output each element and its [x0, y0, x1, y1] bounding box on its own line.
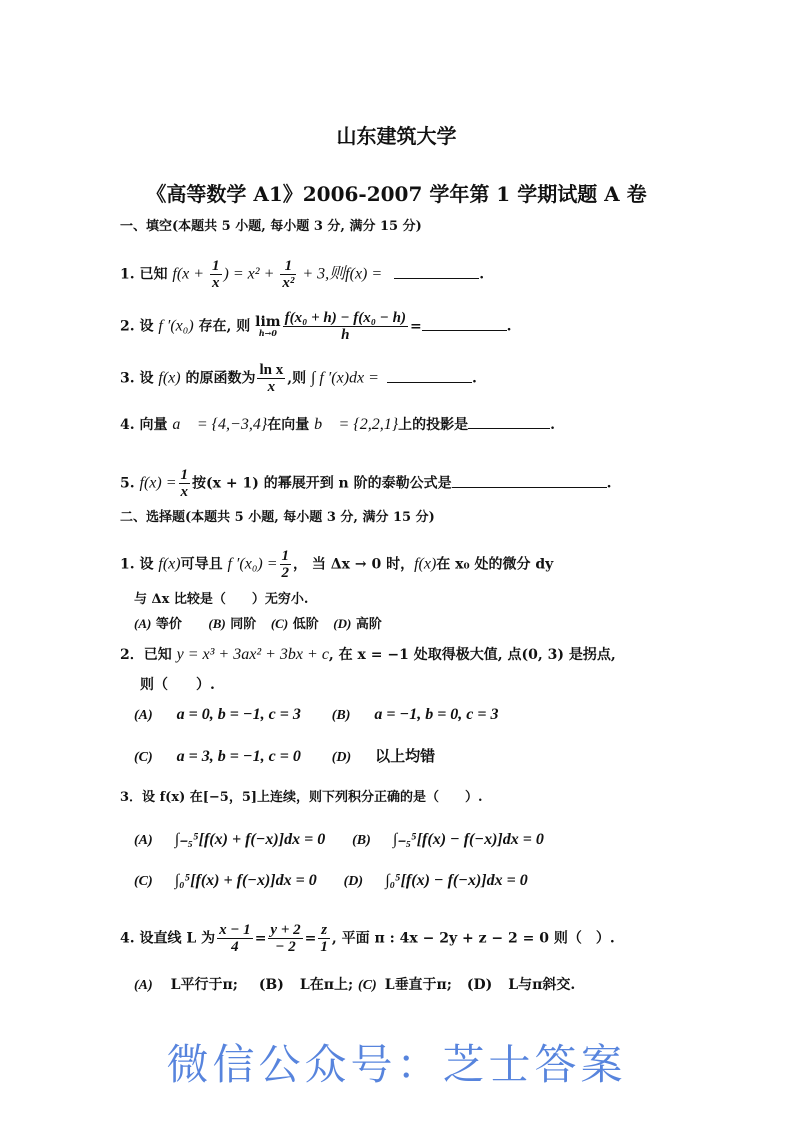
fraction: $\frac{z}{1}$ [320, 922, 328, 955]
fill-question-1: 1. 已知 f(x + $\frac{1}{x}$ ) = x² + $\frac{1}{\text{x²}}$ + 3,则f(x) = . [120, 258, 485, 291]
fraction: $\frac{\text{f(x₀ + h) − f(x₀ − h)}}{h}$ [284, 310, 406, 343]
choice-question-1-options: (A) 等价 (B) 同阶 (C) 低阶 (D) 高阶 [134, 616, 382, 632]
fraction: $\frac{1}{\text{x²}}$ [282, 258, 295, 291]
option-a[interactable]: (A) [134, 978, 153, 993]
math: ) = x² + [223, 265, 279, 283]
fraction: $\frac{1}{x}$ [180, 467, 188, 500]
fraction: $\frac{\text{ln x}}{x}$ [259, 362, 284, 395]
university-title: 山东建筑大学 [336, 124, 457, 148]
option-c[interactable]: (C) [358, 978, 377, 993]
choice-question-2-ab: (A) a = 0, b = −1, c = 3 (B) a = −1, b = 0, c = 3 [134, 706, 499, 723]
fraction: $\frac{1}{x}$ [212, 258, 220, 291]
answer-blank[interactable] [394, 278, 479, 279]
option-d[interactable]: (D) [466, 977, 493, 993]
fraction: $\frac{y + 2}{- 2}$ [270, 922, 301, 955]
watermark: 微信公众号：芝士答案 [166, 1040, 627, 1089]
fraction: $\frac{1}{2}$ [281, 548, 290, 581]
option-c[interactable]: (C) [134, 874, 153, 889]
choice-question-4-options: (A) L平行于π; (B) L在π上; (C) L垂直于π; (D) L与π斜交. [134, 977, 576, 993]
choice-question-1-line2: 与 Δx 比较是（ ）无穷小. [134, 592, 309, 607]
option-a[interactable]: (A) [134, 833, 153, 848]
choice-question-1: 1. 设 f(x)可导且 f ′(x₀) = $\frac{1}{2}$ ， 当 Δx → 0 时，f(x)在 x₀ 处的微分 dy [120, 548, 554, 581]
fraction: $\frac{x - 1}{4}$ [219, 922, 251, 955]
math: f ′(x₀) [158, 317, 194, 335]
option-d[interactable]: (D) [343, 874, 364, 889]
option-d[interactable]: (D) [331, 750, 352, 765]
option-a[interactable]: (A) [134, 708, 153, 723]
choice-question-2: 2．已知 y = x³ + 3ax² + 3bx + c, 在 x = −1 处取得极大值, 点(0, 3) 是拐点, [120, 646, 616, 663]
option-c[interactable]: (C) [270, 616, 289, 631]
choice-question-3-cd: (C) ∫₀⁵[f(x) + f(−x)]dx = 0 (D) ∫₀⁵[f(x) − f(−x)]dx = 0 [134, 872, 528, 889]
section2-header: 二、选择题(本题共 5 小题, 每小题 3 分, 满分 15 分) [120, 510, 435, 525]
choice-question-3: 3．设 f(x) 在[−5，5]上连续，则下列积分正确的是（ ）. [120, 790, 483, 805]
option-b[interactable]: (B) [208, 616, 226, 631]
fill-question-4: 4. 向量 a⃗ = {4,−3,4}在向量 b⃗ = {2,2,1}上的投影是 . [120, 416, 556, 433]
answer-blank[interactable] [422, 330, 507, 331]
q-text: 1. 已知 [120, 266, 173, 283]
option-b[interactable]: (B) [258, 977, 284, 993]
answer-blank[interactable] [468, 428, 550, 429]
choice-question-4: 4. 设直线 L 为 $\frac{x - 1}{4}$ = $\frac{y + 2}{- 2}$ = $\frac{z}{1}$ , 平面 π : 4x − 2y + z − 2 = 0 则（ ）. [120, 922, 615, 955]
fill-question-2: 2. 设 f ′(x₀) 存在, 则 lim h→0 $\frac{\text{f(x₀ + h) − f(x₀ − h)}}{h}$ = . [120, 310, 512, 343]
exam-title: 《高等数学 A1》2006-2007 学年第 1 学期试题 A 卷 [146, 182, 647, 206]
math: + 3,则f(x) = [298, 265, 387, 283]
fill-question-3: 3. 设 f(x) 的原函数为 $\frac{\text{ln x}}{x}$ ,则 ∫ f ′(x)dx = . [120, 362, 477, 395]
option-d[interactable]: (D) [333, 616, 352, 631]
answer-blank[interactable] [387, 382, 472, 383]
option-a[interactable]: (A) [134, 616, 152, 631]
choice-question-2-line2: 则（ ）. [140, 677, 215, 693]
fill-question-5: 5. f(x) = $\frac{1}{x}$ 按(x + 1) 的幂展开到 n 阶的泰勒公式是 . [120, 467, 612, 500]
option-c[interactable]: (C) [134, 750, 153, 765]
math: f(x + [172, 265, 209, 283]
option-b[interactable]: (B) [331, 708, 351, 723]
choice-question-3-ab: (A) ∫₋₅⁵[f(x) + f(−x)]dx = 0 (B) ∫₋₅⁵[f(x) − f(−x)]dx = 0 [134, 831, 544, 848]
section1-header: 一、填空(本题共 5 小题, 每小题 3 分, 满分 15 分) [120, 219, 422, 234]
answer-blank[interactable] [452, 487, 607, 488]
choice-question-2-cd: (C) a = 3, b = −1, c = 0 (D) 以上均错 [134, 747, 436, 765]
option-b[interactable]: (B) [352, 833, 371, 848]
